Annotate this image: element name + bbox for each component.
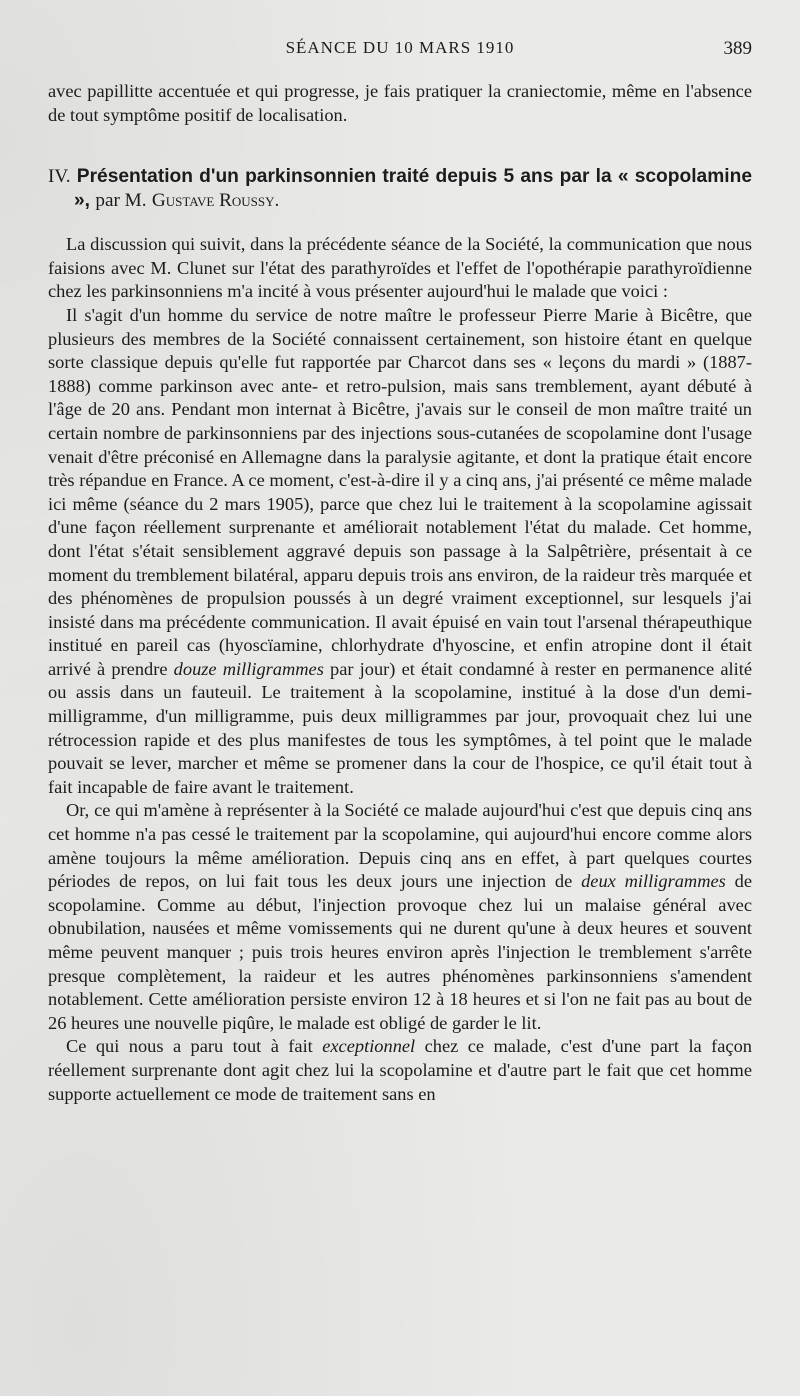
paragraph-1: La discussion qui suivit, dans la précédente séance de la Société, la communication que nous faisions avec M. Clunet sur l'état des parathyroïdes et l'effet de l'opothérapie parathyroïdienne chez les parkinsonniens m'a incité à vous présenter aujourd'hui le malade que voici : (48, 234, 752, 302)
section-number: IV. (48, 166, 71, 188)
paragraph-2-italic: douze milligrammes (173, 658, 324, 679)
paragraph-4-text: Ce qui nous a paru tout à fait (66, 1036, 313, 1057)
paragraph-4-italic: exceptionnel (322, 1036, 416, 1057)
paragraph-continued: avec papillitte accentuée et qui progresse, je fais pratiquer la craniectomie, même en l'absence de tout symptôme positif de localisation. (48, 81, 752, 125)
paragraph-3-italic: deux milligrammes (581, 871, 726, 892)
paragraph-3-text: Or, ce qui m'amène à représenter à la Société ce malade aujourd'hui c'est que depuis cinq ans cet homme n'a pas cessé le traitement par la scopolamine, qui aujourd'hui encore comme alors amène toujours la même amélioration. Depuis cinq ans en effet, à part quelques courtes périodes de repos, on lui fait tous les deux jours une injection de (48, 800, 752, 892)
running-title: SÉANCE DU 10 MARS 1910 (285, 38, 515, 57)
paragraph-2-text: Il s'agit d'un homme du service de notre maître le professeur Pierre Marie à Bicêtre, que plusieurs des membres de la Société connaissent certainement, son histoire étant en quelque sorte classique depuis qu'elle fut rapportée par Charcot dans ses « leçons du mardi » (1887-1888) comme parkinson avec ante- et retro-pulsion, mais sans tremblement, ayant débuté à l'âge de 20 ans. Pendant mon internat à Bicêtre, j'avais sur le conseil de mon maître traité un certain nombre de parkinsonniens par des injections sous-cutanées de scopolamine dont l'usage venait d'être préconisé en Allemagne dans la paralysie agitante, et dont la pratique était encore très répandue en France. A ce moment, c'est-à-dire il y a cinq ans, j'ai présenté ce même malade ici même (séance du 2 mars 1905), parce que chez lui le traitement à la scopolamine agissait d'une façon réellement surprenante et améliorait notablement l'état du malade. Cet homme, dont l'état s'était sensiblement aggravé depuis son passage à la Salpêtrière, présentait à ce moment du tremblement bilatéral, apparu depuis trois ans environ, de la raideur très marquée et des phénomènes de propulsion poussés à un degré vraiment exceptionnel, sur lesquels j'ai insisté dans ma précédente communication. Il avait épuisé en vain tout l'arsenal thérapeuthique institué en pareil cas (hyoscïamine, chlorhydrate d'hyoscine, et enfin atropine dont il était arrivé à prendre (48, 304, 752, 679)
paragraph-4-end: chez ce malade, c'est d'une part la façon réellement surprenante dont agit chez lui la scopolamine et d'autre part le fait que cet homme supporte actuellement ce mode de traitement sans en (48, 1036, 752, 1104)
section-heading (48, 165, 752, 213)
section-by: par M. (95, 190, 147, 212)
running-head (48, 38, 752, 64)
section-title: Présentation d'un parkinsonnien traité depuis 5 ans par la « scopolamine », (74, 166, 752, 212)
page-number: 389 (723, 38, 752, 59)
paragraph-2-end: par jour) et était condamné à rester en permanence alité ou assis dans un fauteuil. Le traitement à la scopolamine, institué à la dose d'un demi-milligramme, d'un milligramme, puis deux milligrammes par jour, provoquait chez lui une rétrocession rapide et des plus manifestes de tous les symptômes, à tel point que le malade pouvait se lever, marcher et même se promener dans la cour de l'hospice, ce qu'il était tout à fait incapable de faire avant le traitement. (48, 658, 752, 797)
paragraph-2 (48, 304, 752, 799)
body-text (48, 80, 752, 1106)
paragraph-3 (48, 799, 752, 1035)
section-author: Gustave Roussy. (151, 190, 280, 212)
paragraph-3-end: de scopolamine. Comme au début, l'injection provoque chez lui un malaise général avec obnubilation, nausées et même vomissements qui ne durent qu'une à deux heures et souvent même peuvent manquer ; puis trois heures environ après l'injection le tremblement s'arrête presque complètement, la raideur et les autres phénomènes parkinsonniens s'amendent notablement. Cette amélioration persiste environ 12 à 18 heures et si l'on ne fait pas au bout de 26 heures une nouvelle piqûre, le malade est obligé de garder le lit. (48, 871, 753, 1033)
paragraph-4 (48, 1035, 752, 1106)
